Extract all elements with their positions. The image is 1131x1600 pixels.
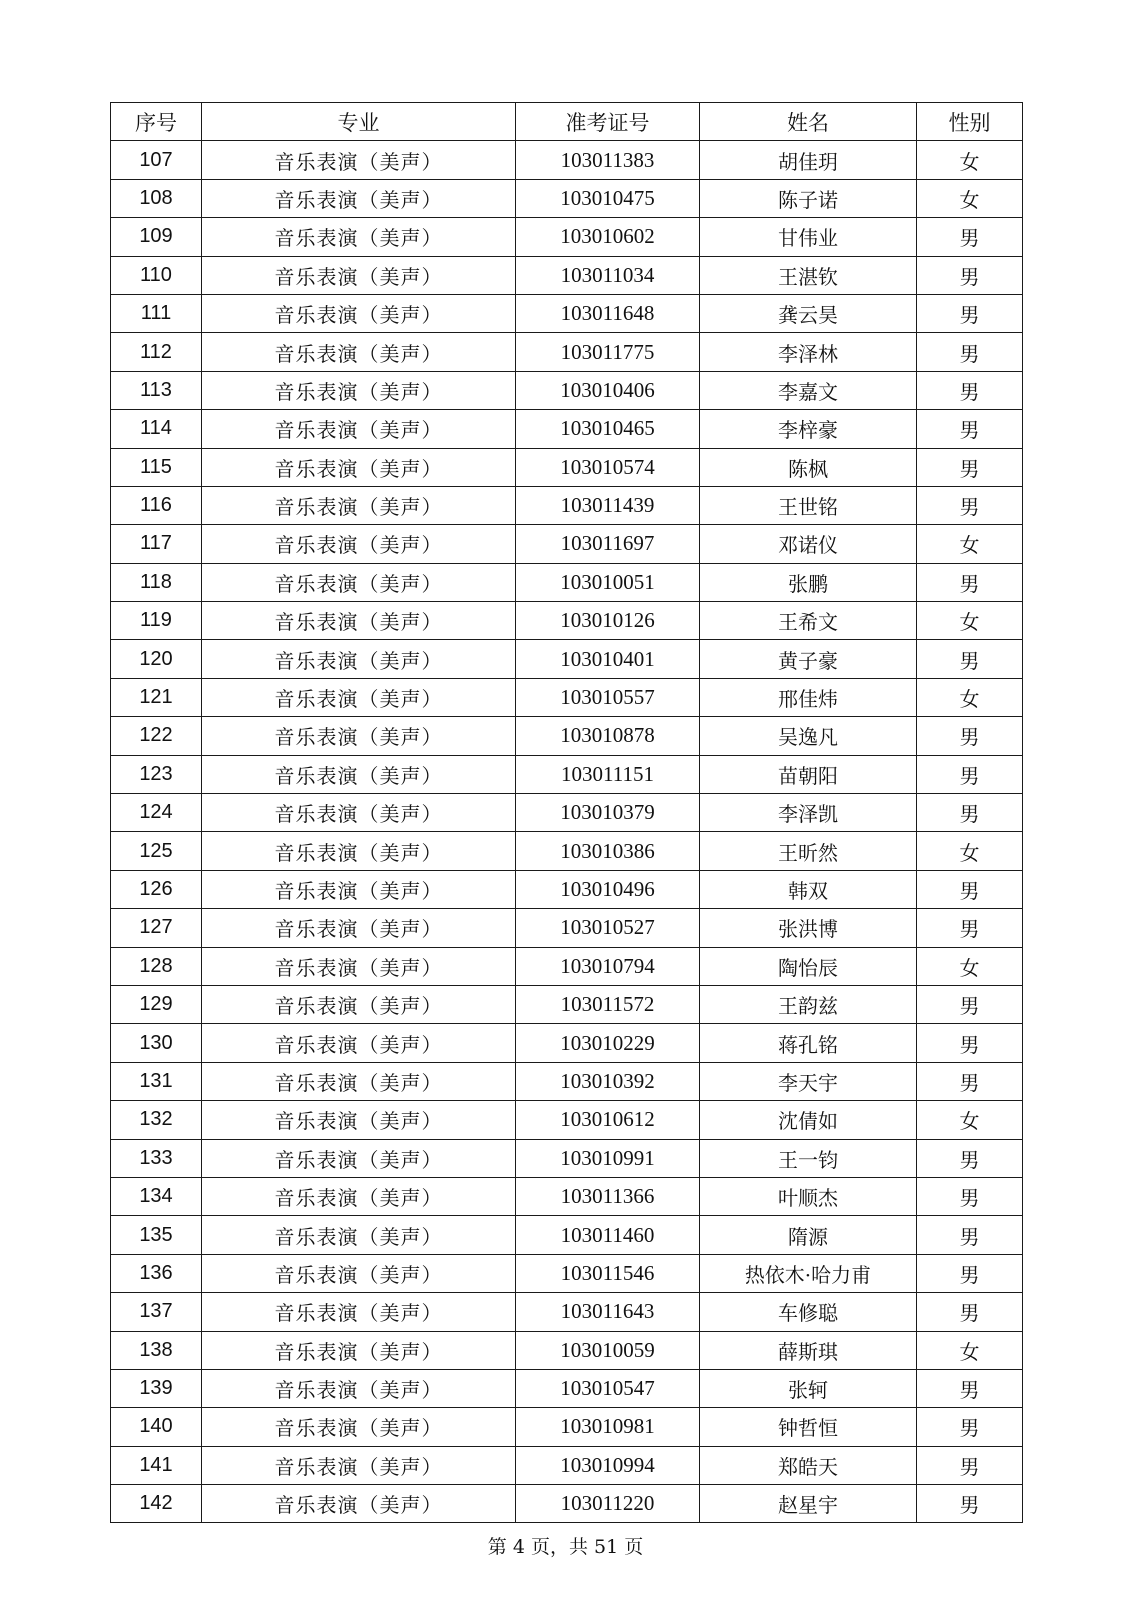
cell-exam-id: 103010794 (516, 947, 700, 985)
cell-name: 王韵兹 (700, 985, 917, 1023)
cell-major: 音乐表演（美声） (202, 755, 516, 793)
table-row (111, 563, 1023, 601)
cell-major: 音乐表演（美声） (202, 1446, 516, 1484)
cell-gender: 女 (917, 525, 1023, 563)
table-row (111, 1062, 1023, 1100)
cell-gender: 男 (917, 486, 1023, 524)
cell-seq: 126 (111, 870, 202, 908)
cell-seq: 116 (111, 486, 202, 524)
cell-seq: 141 (111, 1446, 202, 1484)
cell-name: 王一钧 (700, 1139, 917, 1177)
table-row (111, 525, 1023, 563)
table-row (111, 832, 1023, 870)
cell-gender: 女 (917, 947, 1023, 985)
cell-major: 音乐表演（美声） (202, 1485, 516, 1523)
cell-seq: 124 (111, 794, 202, 832)
cell-seq: 107 (111, 141, 202, 179)
cell-name: 王希文 (700, 602, 917, 640)
cell-name: 李泽凯 (700, 794, 917, 832)
cell-gender: 男 (917, 563, 1023, 601)
header-name: 姓名 (700, 103, 917, 141)
table-row (111, 371, 1023, 409)
cell-gender: 男 (917, 1254, 1023, 1292)
table-header-row (111, 103, 1023, 141)
table-row (111, 486, 1023, 524)
header-gender: 性别 (917, 103, 1023, 141)
table-row (111, 1446, 1023, 1484)
cell-exam-id: 103011366 (516, 1177, 700, 1215)
table-row (111, 1139, 1023, 1177)
roster-table (110, 102, 1023, 1523)
cell-seq: 110 (111, 256, 202, 294)
cell-exam-id: 103011460 (516, 1216, 700, 1254)
cell-name: 王湛钦 (700, 256, 917, 294)
cell-major: 音乐表演（美声） (202, 294, 516, 332)
cell-seq: 133 (111, 1139, 202, 1177)
cell-gender: 男 (917, 1139, 1023, 1177)
cell-gender: 女 (917, 141, 1023, 179)
cell-name: 郑皓天 (700, 1446, 917, 1484)
cell-exam-id: 103011439 (516, 486, 700, 524)
cell-gender: 男 (917, 1062, 1023, 1100)
cell-name: 蒋孔铭 (700, 1024, 917, 1062)
cell-major: 音乐表演（美声） (202, 1408, 516, 1446)
cell-gender: 男 (917, 794, 1023, 832)
cell-major: 音乐表演（美声） (202, 1024, 516, 1062)
cell-name: 邓诺仪 (700, 525, 917, 563)
cell-major: 音乐表演（美声） (202, 1254, 516, 1292)
cell-seq: 118 (111, 563, 202, 601)
cell-exam-id: 103010994 (516, 1446, 700, 1484)
cell-major: 音乐表演（美声） (202, 1293, 516, 1331)
cell-name: 隋源 (700, 1216, 917, 1254)
cell-gender: 男 (917, 985, 1023, 1023)
cell-seq: 132 (111, 1101, 202, 1139)
cell-exam-id: 103010401 (516, 640, 700, 678)
table-row (111, 1101, 1023, 1139)
cell-gender: 男 (917, 1293, 1023, 1331)
cell-exam-id: 103010547 (516, 1369, 700, 1407)
cell-major: 音乐表演（美声） (202, 1062, 516, 1100)
cell-gender: 女 (917, 602, 1023, 640)
page-footer: 第 4 页，共 51 页 (487, 1536, 644, 1558)
cell-name: 龚云昊 (700, 294, 917, 332)
table-row (111, 448, 1023, 486)
cell-gender: 男 (917, 294, 1023, 332)
table-row (111, 410, 1023, 448)
table-row (111, 179, 1023, 217)
table-row (111, 256, 1023, 294)
table-row (111, 1331, 1023, 1369)
cell-exam-id: 103010406 (516, 371, 700, 409)
cell-gender: 男 (917, 371, 1023, 409)
cell-exam-id: 103010126 (516, 602, 700, 640)
cell-major: 音乐表演（美声） (202, 1139, 516, 1177)
cell-major: 音乐表演（美声） (202, 371, 516, 409)
cell-exam-id: 103010878 (516, 717, 700, 755)
cell-major: 音乐表演（美声） (202, 985, 516, 1023)
cell-gender: 男 (917, 256, 1023, 294)
table-row (111, 1369, 1023, 1407)
cell-exam-id: 103010059 (516, 1331, 700, 1369)
header-major: 专业 (202, 103, 516, 141)
cell-exam-id: 103010465 (516, 410, 700, 448)
table-row (111, 640, 1023, 678)
cell-exam-id: 103011383 (516, 141, 700, 179)
cell-seq: 131 (111, 1062, 202, 1100)
cell-major: 音乐表演（美声） (202, 1369, 516, 1407)
cell-seq: 138 (111, 1331, 202, 1369)
cell-exam-id: 103010991 (516, 1139, 700, 1177)
table-row (111, 1408, 1023, 1446)
cell-gender: 男 (917, 1024, 1023, 1062)
table-row (111, 294, 1023, 332)
cell-gender: 男 (917, 640, 1023, 678)
cell-major: 音乐表演（美声） (202, 333, 516, 371)
cell-exam-id: 103010051 (516, 563, 700, 601)
table-row (111, 985, 1023, 1023)
cell-major: 音乐表演（美声） (202, 602, 516, 640)
cell-exam-id: 103010574 (516, 448, 700, 486)
table-row (111, 870, 1023, 908)
table-row (111, 602, 1023, 640)
cell-exam-id: 103010379 (516, 794, 700, 832)
cell-exam-id: 103010602 (516, 218, 700, 256)
cell-gender: 男 (917, 1216, 1023, 1254)
cell-exam-id: 103010392 (516, 1062, 700, 1100)
cell-name: 赵星宇 (700, 1485, 917, 1523)
cell-name: 王世铭 (700, 486, 917, 524)
cell-name: 韩双 (700, 870, 917, 908)
cell-exam-id: 103011220 (516, 1485, 700, 1523)
cell-seq: 121 (111, 678, 202, 716)
cell-exam-id: 103011034 (516, 256, 700, 294)
cell-seq: 129 (111, 985, 202, 1023)
cell-name: 吴逸凡 (700, 717, 917, 755)
table-row (111, 717, 1023, 755)
cell-seq: 109 (111, 218, 202, 256)
cell-gender: 女 (917, 678, 1023, 716)
cell-seq: 108 (111, 179, 202, 217)
cell-gender: 男 (917, 755, 1023, 793)
cell-seq: 134 (111, 1177, 202, 1215)
cell-major: 音乐表演（美声） (202, 1177, 516, 1215)
cell-gender: 男 (917, 1369, 1023, 1407)
cell-name: 黄子豪 (700, 640, 917, 678)
cell-name: 车修聪 (700, 1293, 917, 1331)
cell-name: 苗朝阳 (700, 755, 917, 793)
table-row (111, 333, 1023, 371)
cell-name: 沈倩如 (700, 1101, 917, 1139)
cell-name: 王昕然 (700, 832, 917, 870)
cell-major: 音乐表演（美声） (202, 1331, 516, 1369)
cell-name: 陈枫 (700, 448, 917, 486)
table-body (111, 141, 1023, 1523)
cell-major: 音乐表演（美声） (202, 179, 516, 217)
table-row (111, 1485, 1023, 1523)
cell-name: 张洪博 (700, 909, 917, 947)
table-row (111, 1254, 1023, 1292)
cell-seq: 139 (111, 1369, 202, 1407)
table-row (111, 755, 1023, 793)
cell-major: 音乐表演（美声） (202, 947, 516, 985)
cell-gender: 男 (917, 1485, 1023, 1523)
cell-major: 音乐表演（美声） (202, 870, 516, 908)
cell-major: 音乐表演（美声） (202, 794, 516, 832)
cell-major: 音乐表演（美声） (202, 410, 516, 448)
cell-major: 音乐表演（美声） (202, 678, 516, 716)
cell-seq: 140 (111, 1408, 202, 1446)
table-row (111, 1024, 1023, 1062)
cell-gender: 女 (917, 1101, 1023, 1139)
cell-major: 音乐表演（美声） (202, 486, 516, 524)
cell-name: 李泽林 (700, 333, 917, 371)
cell-gender: 男 (917, 448, 1023, 486)
cell-major: 音乐表演（美声） (202, 909, 516, 947)
cell-major: 音乐表演（美声） (202, 448, 516, 486)
cell-seq: 115 (111, 448, 202, 486)
cell-seq: 125 (111, 832, 202, 870)
cell-gender: 女 (917, 179, 1023, 217)
cell-gender: 男 (917, 218, 1023, 256)
cell-seq: 136 (111, 1254, 202, 1292)
cell-major: 音乐表演（美声） (202, 717, 516, 755)
cell-seq: 142 (111, 1485, 202, 1523)
cell-gender: 男 (917, 333, 1023, 371)
cell-major: 音乐表演（美声） (202, 832, 516, 870)
cell-major: 音乐表演（美声） (202, 141, 516, 179)
cell-name: 张鹏 (700, 563, 917, 601)
cell-exam-id: 103010229 (516, 1024, 700, 1062)
cell-exam-id: 103011775 (516, 333, 700, 371)
cell-name: 热依木·哈力甫 (700, 1254, 917, 1292)
cell-name: 张轲 (700, 1369, 917, 1407)
cell-name: 陈子诺 (700, 179, 917, 217)
cell-seq: 123 (111, 755, 202, 793)
table-row (111, 947, 1023, 985)
cell-gender: 女 (917, 1331, 1023, 1369)
table-row (111, 909, 1023, 947)
cell-exam-id: 103010612 (516, 1101, 700, 1139)
cell-exam-id: 103010557 (516, 678, 700, 716)
cell-exam-id: 103011697 (516, 525, 700, 563)
cell-seq: 135 (111, 1216, 202, 1254)
cell-exam-id: 103010475 (516, 179, 700, 217)
cell-major: 音乐表演（美声） (202, 1216, 516, 1254)
cell-seq: 120 (111, 640, 202, 678)
cell-seq: 111 (111, 294, 202, 332)
cell-major: 音乐表演（美声） (202, 1101, 516, 1139)
cell-name: 李梓豪 (700, 410, 917, 448)
cell-gender: 男 (917, 870, 1023, 908)
cell-seq: 128 (111, 947, 202, 985)
cell-gender: 女 (917, 832, 1023, 870)
cell-seq: 113 (111, 371, 202, 409)
cell-exam-id: 103011151 (516, 755, 700, 793)
table-row (111, 1216, 1023, 1254)
cell-major: 音乐表演（美声） (202, 525, 516, 563)
cell-seq: 127 (111, 909, 202, 947)
cell-seq: 130 (111, 1024, 202, 1062)
cell-exam-id: 103011648 (516, 294, 700, 332)
cell-name: 薛斯琪 (700, 1331, 917, 1369)
cell-exam-id: 103011643 (516, 1293, 700, 1331)
cell-seq: 114 (111, 410, 202, 448)
cell-major: 音乐表演（美声） (202, 256, 516, 294)
cell-exam-id: 103011546 (516, 1254, 700, 1292)
cell-gender: 男 (917, 410, 1023, 448)
cell-gender: 男 (917, 1446, 1023, 1484)
cell-name: 邢佳炜 (700, 678, 917, 716)
header-seq: 序号 (111, 103, 202, 141)
table-row (111, 218, 1023, 256)
cell-gender: 男 (917, 717, 1023, 755)
cell-major: 音乐表演（美声） (202, 563, 516, 601)
header-exam-id: 准考证号 (516, 103, 700, 141)
cell-gender: 男 (917, 909, 1023, 947)
cell-gender: 男 (917, 1408, 1023, 1446)
cell-gender: 男 (917, 1177, 1023, 1215)
cell-major: 音乐表演（美声） (202, 640, 516, 678)
cell-seq: 119 (111, 602, 202, 640)
cell-exam-id: 103010386 (516, 832, 700, 870)
cell-name: 李天宇 (700, 1062, 917, 1100)
cell-name: 陶怡辰 (700, 947, 917, 985)
cell-name: 钟哲恒 (700, 1408, 917, 1446)
cell-exam-id: 103010527 (516, 909, 700, 947)
cell-name: 李嘉文 (700, 371, 917, 409)
cell-exam-id: 103010981 (516, 1408, 700, 1446)
cell-name: 胡佳玥 (700, 141, 917, 179)
cell-seq: 117 (111, 525, 202, 563)
cell-exam-id: 103010496 (516, 870, 700, 908)
table-row (111, 1177, 1023, 1215)
table-row (111, 678, 1023, 716)
table-row (111, 1293, 1023, 1331)
cell-seq: 137 (111, 1293, 202, 1331)
table-row (111, 141, 1023, 179)
table-row (111, 794, 1023, 832)
cell-seq: 112 (111, 333, 202, 371)
cell-major: 音乐表演（美声） (202, 218, 516, 256)
cell-name: 甘伟业 (700, 218, 917, 256)
cell-exam-id: 103011572 (516, 985, 700, 1023)
cell-seq: 122 (111, 717, 202, 755)
cell-name: 叶顺杰 (700, 1177, 917, 1215)
